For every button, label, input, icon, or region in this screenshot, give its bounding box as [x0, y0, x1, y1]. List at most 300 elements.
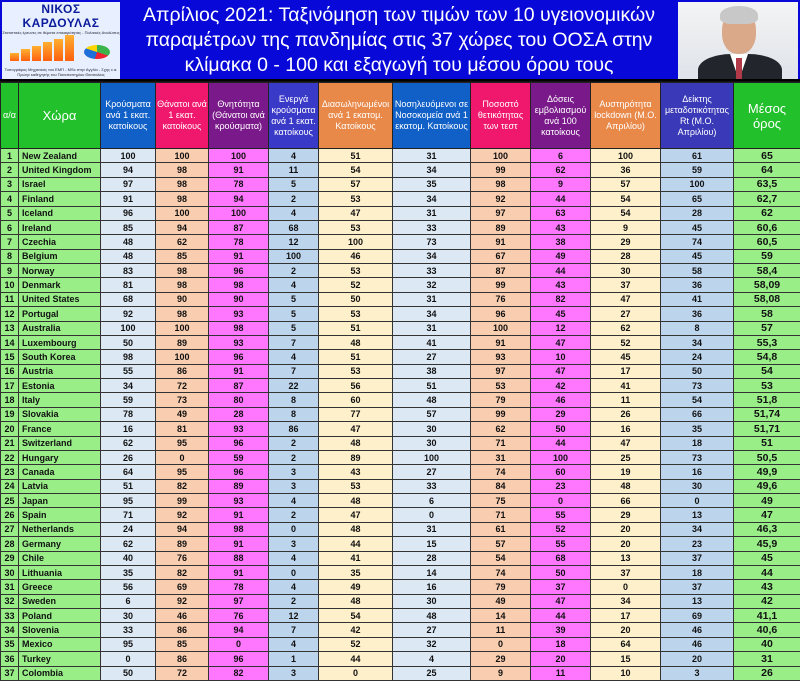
score-cell: 38 — [393, 364, 471, 378]
score-cell: 96 — [209, 465, 269, 479]
score-cell: 25 — [591, 450, 661, 464]
country-cell: South Korea — [19, 350, 101, 364]
score-cell: 99 — [471, 278, 531, 292]
score-cell: 31 — [393, 522, 471, 536]
rank-cell: 37 — [1, 666, 19, 680]
score-cell: 50 — [531, 565, 591, 579]
score-cell: 74 — [471, 465, 531, 479]
score-cell: 68 — [101, 292, 156, 306]
country-cell: Poland — [19, 609, 101, 623]
score-cell: 48 — [319, 436, 393, 450]
score-cell: 18 — [661, 565, 734, 579]
score-cell: 56 — [101, 580, 156, 594]
average-cell: 49,6 — [734, 479, 800, 493]
score-cell: 51 — [319, 350, 393, 364]
country-cell: Spain — [19, 508, 101, 522]
score-cell: 4 — [269, 637, 319, 651]
column-header: α/α — [1, 83, 19, 149]
score-cell: 73 — [393, 235, 471, 249]
average-cell: 55,3 — [734, 335, 800, 349]
score-cell: 51 — [319, 149, 393, 163]
rank-cell: 5 — [1, 206, 19, 220]
score-cell: 74 — [661, 235, 734, 249]
score-cell: 89 — [156, 335, 209, 349]
score-cell: 55 — [531, 508, 591, 522]
score-cell: 27 — [393, 465, 471, 479]
score-cell: 87 — [209, 379, 269, 393]
score-cell: 3 — [661, 666, 734, 680]
column-header: Δείκτης μεταδοτικότητας Rt (Μ.Ο. Απριλίου) — [661, 83, 734, 149]
score-cell: 87 — [471, 264, 531, 278]
score-cell: 36 — [661, 278, 734, 292]
score-cell: 31 — [471, 450, 531, 464]
country-cell: Australia — [19, 321, 101, 335]
score-cell: 91 — [209, 249, 269, 263]
score-cell: 98 — [209, 522, 269, 536]
score-cell: 52 — [591, 335, 661, 349]
score-cell: 12 — [531, 321, 591, 335]
score-cell: 41 — [393, 335, 471, 349]
score-cell: 41 — [661, 292, 734, 306]
score-cell: 48 — [591, 479, 661, 493]
score-cell: 100 — [156, 350, 209, 364]
rank-cell: 16 — [1, 364, 19, 378]
score-cell: 91 — [209, 537, 269, 551]
table-row — [1, 594, 800, 608]
score-cell: 79 — [471, 393, 531, 407]
table-row — [1, 479, 800, 493]
country-cell: Estonia — [19, 379, 101, 393]
score-cell: 37 — [591, 278, 661, 292]
average-cell: 59 — [734, 249, 800, 263]
score-cell: 99 — [471, 163, 531, 177]
score-cell: 35 — [661, 422, 734, 436]
score-cell: 23 — [531, 479, 591, 493]
score-cell: 54 — [319, 609, 393, 623]
score-cell: 53 — [319, 264, 393, 278]
score-cell: 12 — [269, 609, 319, 623]
table-row — [1, 264, 800, 278]
score-cell: 2 — [269, 264, 319, 278]
score-cell: 78 — [209, 177, 269, 191]
table-row — [1, 551, 800, 565]
score-cell: 36 — [591, 163, 661, 177]
score-cell: 71 — [471, 436, 531, 450]
score-cell: 4 — [269, 149, 319, 163]
score-cell: 64 — [101, 465, 156, 479]
country-cell: Denmark — [19, 278, 101, 292]
logo-footer: Τοπογράφος Μηχανικός του ΕΜΠ - MSc στην Αγγλία - Σχης ε.α. Πρώην καθηγητής του Πανεπιστημίου Θεσσαλίας — [2, 67, 120, 77]
score-cell: 54 — [591, 206, 661, 220]
score-cell: 47 — [591, 292, 661, 306]
score-cell: 92 — [156, 594, 209, 608]
score-cell: 100 — [101, 321, 156, 335]
score-cell: 0 — [156, 450, 209, 464]
score-cell: 37 — [661, 580, 734, 594]
score-cell: 98 — [101, 350, 156, 364]
score-cell: 92 — [156, 508, 209, 522]
country-cell: Sweden — [19, 594, 101, 608]
average-cell: 45,9 — [734, 537, 800, 551]
score-cell: 30 — [393, 436, 471, 450]
score-cell: 3 — [269, 666, 319, 680]
average-cell: 50,5 — [734, 450, 800, 464]
table-row — [1, 278, 800, 292]
score-cell: 57 — [319, 177, 393, 191]
table-row — [1, 450, 800, 464]
score-cell: 100 — [209, 206, 269, 220]
rank-cell: 10 — [1, 278, 19, 292]
score-cell: 62 — [591, 321, 661, 335]
score-cell: 86 — [156, 652, 209, 666]
score-cell: 6 — [101, 594, 156, 608]
average-cell: 58,4 — [734, 264, 800, 278]
score-cell: 26 — [101, 450, 156, 464]
country-cell: Greece — [19, 580, 101, 594]
score-cell: 48 — [393, 609, 471, 623]
country-cell: United Kingdom — [19, 163, 101, 177]
score-cell: 15 — [591, 652, 661, 666]
score-cell: 62 — [101, 537, 156, 551]
column-header: Θάνατοι ανά 1 εκατ. κατοίκους — [156, 83, 209, 149]
score-cell: 91 — [209, 364, 269, 378]
score-cell: 94 — [101, 163, 156, 177]
average-cell: 26 — [734, 666, 800, 680]
score-cell: 89 — [319, 450, 393, 464]
score-cell: 62 — [471, 422, 531, 436]
score-cell: 32 — [393, 637, 471, 651]
title-line-2: παραμέτρων της πανδημίας στις 37 χώρες του ΟΟΣΑ στην — [124, 28, 674, 53]
country-cell: Latvia — [19, 479, 101, 493]
score-cell: 52 — [319, 637, 393, 651]
country-cell: Germany — [19, 537, 101, 551]
column-header: Διασωληνωμένοι ανά 1 εκατομ. Κατοίκους — [319, 83, 393, 149]
rank-cell: 27 — [1, 522, 19, 536]
score-cell: 26 — [591, 407, 661, 421]
score-cell: 2 — [269, 594, 319, 608]
score-cell: 76 — [209, 609, 269, 623]
score-cell: 57 — [471, 537, 531, 551]
score-cell: 2 — [269, 450, 319, 464]
score-cell: 92 — [101, 307, 156, 321]
score-cell: 41 — [319, 551, 393, 565]
score-cell: 38 — [531, 235, 591, 249]
score-cell: 4 — [269, 494, 319, 508]
score-cell: 96 — [209, 652, 269, 666]
score-cell: 98 — [156, 264, 209, 278]
score-cell: 98 — [156, 307, 209, 321]
average-cell: 62 — [734, 206, 800, 220]
score-cell: 17 — [591, 609, 661, 623]
score-cell: 53 — [319, 192, 393, 206]
score-cell: 98 — [156, 192, 209, 206]
score-cell: 47 — [531, 364, 591, 378]
table-row — [1, 163, 800, 177]
score-cell: 93 — [209, 422, 269, 436]
average-cell: 58 — [734, 307, 800, 321]
score-cell: 92 — [471, 192, 531, 206]
score-cell: 16 — [101, 422, 156, 436]
score-cell: 49 — [319, 580, 393, 594]
average-cell: 62,7 — [734, 192, 800, 206]
score-cell: 2 — [269, 436, 319, 450]
score-cell: 12 — [269, 235, 319, 249]
column-header: Θνητότητα (Θάνατοι ανά κρούσματα) — [209, 83, 269, 149]
score-cell: 50 — [661, 364, 734, 378]
score-cell: 68 — [269, 220, 319, 234]
score-cell: 4 — [269, 206, 319, 220]
table-row — [1, 350, 800, 364]
score-cell: 77 — [319, 407, 393, 421]
pie-chart-icon — [84, 45, 110, 59]
score-cell: 54 — [471, 551, 531, 565]
score-cell: 85 — [156, 249, 209, 263]
average-cell: 65 — [734, 149, 800, 163]
score-cell: 43 — [319, 465, 393, 479]
score-cell: 49 — [156, 407, 209, 421]
score-cell: 31 — [393, 292, 471, 306]
rank-cell: 8 — [1, 249, 19, 263]
score-cell: 4 — [393, 652, 471, 666]
score-cell: 94 — [156, 522, 209, 536]
average-cell: 51,8 — [734, 393, 800, 407]
score-cell: 51 — [319, 321, 393, 335]
score-cell: 14 — [471, 609, 531, 623]
score-cell: 59 — [661, 163, 734, 177]
score-cell: 69 — [661, 609, 734, 623]
score-cell: 93 — [209, 335, 269, 349]
score-cell: 13 — [661, 594, 734, 608]
score-cell: 81 — [156, 422, 209, 436]
average-cell: 44 — [734, 565, 800, 579]
score-cell: 31 — [393, 149, 471, 163]
page-title — [124, 3, 674, 78]
score-cell: 44 — [319, 652, 393, 666]
score-cell: 98 — [209, 278, 269, 292]
rank-cell: 35 — [1, 637, 19, 651]
table-row — [1, 149, 800, 163]
score-cell: 61 — [661, 149, 734, 163]
score-cell: 0 — [209, 637, 269, 651]
table-row — [1, 335, 800, 349]
score-cell: 47 — [319, 206, 393, 220]
score-cell: 34 — [393, 307, 471, 321]
country-cell: Norway — [19, 264, 101, 278]
average-cell: 40 — [734, 637, 800, 651]
country-cell: Israel — [19, 177, 101, 191]
score-cell: 53 — [319, 479, 393, 493]
score-cell: 53 — [319, 220, 393, 234]
rank-cell: 20 — [1, 422, 19, 436]
rank-cell: 3 — [1, 177, 19, 191]
rank-cell: 22 — [1, 450, 19, 464]
score-cell: 13 — [661, 508, 734, 522]
score-cell: 10 — [531, 350, 591, 364]
score-cell: 100 — [319, 235, 393, 249]
table-row — [1, 508, 800, 522]
score-cell: 35 — [319, 565, 393, 579]
score-cell: 98 — [156, 163, 209, 177]
score-cell: 94 — [156, 220, 209, 234]
rank-cell: 15 — [1, 350, 19, 364]
score-cell: 54 — [319, 163, 393, 177]
score-cell: 0 — [531, 494, 591, 508]
score-cell: 85 — [156, 637, 209, 651]
score-cell: 96 — [101, 206, 156, 220]
column-header: Κρούσματα ανά 1 εκατ. κατοίκους — [101, 83, 156, 149]
score-cell: 50 — [531, 422, 591, 436]
table-row — [1, 364, 800, 378]
score-cell: 16 — [661, 465, 734, 479]
table-row — [1, 609, 800, 623]
table-row — [1, 321, 800, 335]
rank-cell: 17 — [1, 379, 19, 393]
score-cell: 0 — [661, 494, 734, 508]
score-cell: 20 — [591, 537, 661, 551]
score-cell: 65 — [661, 192, 734, 206]
score-cell: 73 — [156, 393, 209, 407]
rank-cell: 29 — [1, 551, 19, 565]
score-cell: 33 — [393, 220, 471, 234]
table-row — [1, 393, 800, 407]
score-cell: 27 — [591, 307, 661, 321]
average-cell: 60,5 — [734, 235, 800, 249]
score-cell: 81 — [101, 278, 156, 292]
average-cell: 54,8 — [734, 350, 800, 364]
score-cell: 78 — [101, 407, 156, 421]
score-cell: 100 — [661, 177, 734, 191]
score-cell: 62 — [531, 163, 591, 177]
score-cell: 93 — [209, 307, 269, 321]
score-cell: 71 — [471, 508, 531, 522]
rank-cell: 19 — [1, 407, 19, 421]
score-cell: 51 — [101, 479, 156, 493]
score-cell: 6 — [393, 494, 471, 508]
rank-cell: 4 — [1, 192, 19, 206]
table-row — [1, 379, 800, 393]
score-cell: 48 — [319, 335, 393, 349]
score-cell: 20 — [591, 623, 661, 637]
country-cell: Lithuania — [19, 565, 101, 579]
score-cell: 18 — [661, 436, 734, 450]
score-cell: 18 — [531, 637, 591, 651]
score-cell: 62 — [156, 235, 209, 249]
table-row — [1, 522, 800, 536]
average-cell: 49 — [734, 494, 800, 508]
score-cell: 34 — [393, 163, 471, 177]
table-row — [1, 637, 800, 651]
score-cell: 48 — [319, 522, 393, 536]
score-cell: 88 — [209, 551, 269, 565]
score-cell: 86 — [156, 623, 209, 637]
table-row — [1, 436, 800, 450]
score-cell: 91 — [209, 163, 269, 177]
average-cell: 58,08 — [734, 292, 800, 306]
score-cell: 47 — [531, 335, 591, 349]
score-cell: 89 — [209, 479, 269, 493]
table-row — [1, 666, 800, 680]
rank-cell: 11 — [1, 292, 19, 306]
average-cell: 31 — [734, 652, 800, 666]
country-cell: Chile — [19, 551, 101, 565]
score-cell: 58 — [661, 264, 734, 278]
score-cell: 100 — [156, 149, 209, 163]
country-cell: Colombia — [19, 666, 101, 680]
country-cell: Hungary — [19, 450, 101, 464]
score-cell: 0 — [591, 580, 661, 594]
score-cell: 20 — [591, 522, 661, 536]
score-cell: 59 — [101, 393, 156, 407]
score-cell: 63 — [531, 206, 591, 220]
score-cell: 78 — [209, 235, 269, 249]
table-row — [1, 220, 800, 234]
table-row — [1, 623, 800, 637]
score-cell: 44 — [319, 537, 393, 551]
score-cell: 42 — [319, 623, 393, 637]
rank-cell: 18 — [1, 393, 19, 407]
score-cell: 55 — [531, 537, 591, 551]
rank-cell: 31 — [1, 580, 19, 594]
score-cell: 100 — [156, 206, 209, 220]
average-cell: 45 — [734, 551, 800, 565]
rank-cell: 2 — [1, 163, 19, 177]
score-cell: 28 — [591, 249, 661, 263]
score-cell: 5 — [269, 177, 319, 191]
score-cell: 7 — [269, 335, 319, 349]
score-cell: 0 — [471, 637, 531, 651]
score-cell: 48 — [319, 594, 393, 608]
table-row — [1, 177, 800, 191]
table-row — [1, 465, 800, 479]
average-cell: 63,5 — [734, 177, 800, 191]
table-row — [1, 307, 800, 321]
score-cell: 53 — [471, 379, 531, 393]
average-cell: 57 — [734, 321, 800, 335]
rank-cell: 14 — [1, 335, 19, 349]
score-cell: 33 — [101, 623, 156, 637]
score-cell: 95 — [101, 637, 156, 651]
ranking-table — [0, 82, 800, 681]
average-cell: 49,9 — [734, 465, 800, 479]
score-cell: 47 — [319, 422, 393, 436]
score-cell: 34 — [393, 192, 471, 206]
score-cell: 44 — [531, 264, 591, 278]
country-cell: Turkey — [19, 652, 101, 666]
score-cell: 3 — [269, 465, 319, 479]
score-cell: 28 — [209, 407, 269, 421]
score-cell: 83 — [101, 264, 156, 278]
score-cell: 2 — [269, 508, 319, 522]
average-cell: 43 — [734, 580, 800, 594]
score-cell: 98 — [156, 177, 209, 191]
score-cell: 33 — [393, 479, 471, 493]
rank-cell: 7 — [1, 235, 19, 249]
score-cell: 30 — [393, 594, 471, 608]
score-cell: 8 — [269, 393, 319, 407]
score-cell: 11 — [471, 623, 531, 637]
score-cell: 96 — [471, 307, 531, 321]
score-cell: 53 — [319, 307, 393, 321]
score-cell: 13 — [591, 551, 661, 565]
score-cell: 34 — [393, 249, 471, 263]
score-cell: 99 — [156, 494, 209, 508]
country-cell: Portugal — [19, 307, 101, 321]
score-cell: 50 — [101, 666, 156, 680]
score-cell: 74 — [471, 565, 531, 579]
country-cell: Switzerland — [19, 436, 101, 450]
score-cell: 100 — [209, 149, 269, 163]
country-cell: Ireland — [19, 220, 101, 234]
